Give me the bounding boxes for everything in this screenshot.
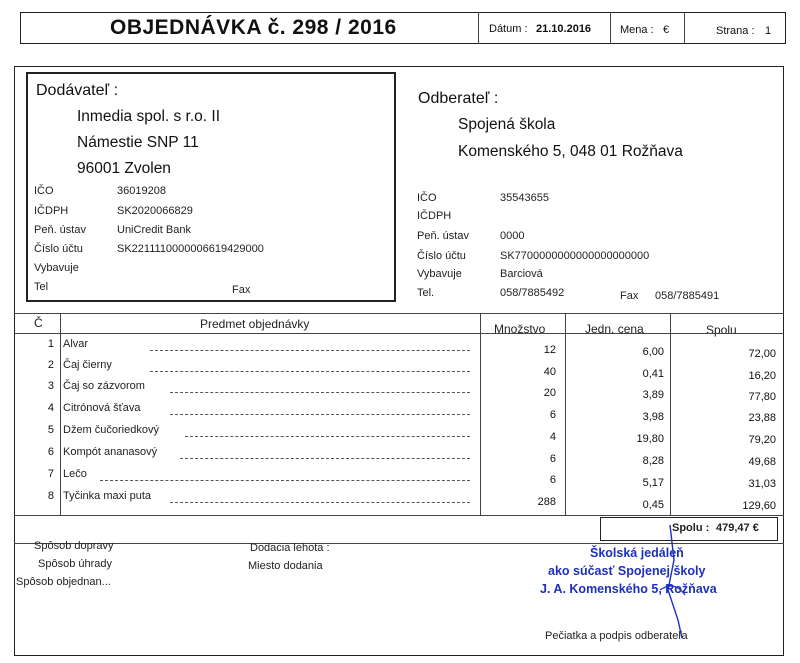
- customer-field-label: IČO: [417, 192, 437, 204]
- row-item: Džem čučoriedkový: [63, 424, 159, 436]
- row-leader: [185, 436, 470, 437]
- total-label: Spolu :: [672, 522, 710, 534]
- payment-method-label: Spôsob úhrady: [38, 558, 112, 570]
- header-divider: [684, 12, 685, 44]
- row-total: 77,80: [748, 391, 776, 403]
- row-price: 0,45: [642, 499, 664, 511]
- supplier-tel-label: Tel: [34, 281, 49, 293]
- customer-field-label: Vybavuje: [417, 268, 462, 280]
- supplier-field-value: SK2211110000006619429000: [117, 243, 264, 255]
- row-qty: 40: [543, 366, 556, 378]
- col-no-header: Č: [34, 316, 43, 330]
- transport-method-label: Spôsob dopravy: [34, 540, 114, 552]
- row-total: 49,68: [748, 456, 776, 468]
- table-col-divider: [670, 313, 671, 515]
- row-number: 4: [47, 402, 54, 414]
- total-value: 479,47 €: [716, 522, 759, 534]
- currency-label: Mena :: [620, 24, 654, 36]
- customer-fax-value: 058/7885491: [655, 290, 720, 302]
- row-price: 6,00: [642, 346, 664, 358]
- row-item: Kompót ananasový: [63, 446, 158, 458]
- supplier-fax-label: Fax: [232, 284, 251, 296]
- page-label: Strana :: [716, 25, 755, 37]
- supplier-name: Inmedia spol. s r.o. II: [77, 108, 221, 125]
- row-total: 16,20: [748, 370, 776, 382]
- row-leader: [150, 371, 470, 372]
- customer-field-value: SK7700000000000000000000: [500, 250, 650, 262]
- row-qty: 20: [543, 387, 556, 399]
- row-qty: 288: [537, 496, 556, 508]
- row-item: Alvar: [63, 338, 89, 350]
- signature-scribble: [640, 520, 700, 640]
- header-divider: [478, 12, 479, 44]
- document-title: OBJEDNÁVKA č. 298 / 2016: [110, 16, 397, 39]
- row-number: 2: [47, 359, 54, 371]
- customer-field-label: Číslo účtu: [417, 250, 466, 262]
- row-total: 129,60: [742, 500, 776, 512]
- table-header-rule: [14, 333, 784, 334]
- row-qty: 4: [549, 431, 556, 443]
- header-divider: [610, 12, 611, 44]
- supplier-box: [26, 72, 396, 302]
- row-qty: 12: [543, 344, 556, 356]
- table-col-divider: [565, 313, 566, 515]
- customer-field-value: Barciová: [500, 268, 543, 280]
- row-price: 0,41: [642, 368, 664, 380]
- row-total: 79,20: [748, 434, 776, 446]
- date-label: Dátum :: [489, 23, 528, 35]
- customer-name: Spojená škola: [458, 116, 556, 133]
- row-qty: 6: [549, 474, 556, 486]
- row-leader: [180, 458, 470, 459]
- customer-field-label: Peň. ústav: [417, 230, 469, 242]
- row-leader: [170, 392, 470, 393]
- row-total: 31,03: [748, 478, 776, 490]
- table-col-divider: [60, 313, 61, 515]
- supplier-field-value: UniCredit Bank: [117, 224, 191, 236]
- row-item: Citrónová šťava: [63, 402, 141, 414]
- customer-field-value: 0000: [500, 230, 525, 242]
- table-bottom-rule: [14, 515, 784, 516]
- row-price: 3,89: [642, 389, 664, 401]
- customer-address: Komenského 5, 048 01 Rožňava: [458, 143, 683, 160]
- date-value: 21.10.2016: [536, 23, 592, 35]
- table-col-divider: [480, 313, 481, 515]
- row-price: 3,98: [642, 411, 664, 423]
- supplier-field-label: Vybavuje: [34, 262, 79, 274]
- col-qty-header: Množstvo: [494, 322, 546, 336]
- row-item: Čaj čierny: [63, 359, 112, 371]
- row-leader: [170, 502, 470, 503]
- col-price-header: Jedn. cena: [585, 322, 644, 336]
- supplier-field-value: 36019208: [117, 185, 166, 197]
- row-item: Lečo: [63, 468, 87, 480]
- row-number: 5: [47, 424, 54, 436]
- supplier-city: 96001 Zvolen: [77, 160, 171, 177]
- row-number: 6: [47, 446, 54, 458]
- stamp-line: J. A. Komenského 5, Rožňava: [540, 582, 717, 596]
- row-item: Čaj so zázvorom: [63, 380, 145, 392]
- currency-value: €: [663, 24, 670, 36]
- page-value: 1: [765, 25, 772, 37]
- customer-heading: Odberateľ :: [418, 90, 499, 107]
- supplier-field-label: IČO: [34, 185, 54, 197]
- row-price: 8,28: [642, 455, 664, 467]
- supplier-field-label: Peň. ústav: [34, 224, 86, 236]
- supplier-heading: Dodávateľ :: [36, 82, 119, 99]
- row-leader: [150, 350, 470, 351]
- delivery-time-label: Dodacia lehota :: [250, 542, 330, 554]
- row-qty: 6: [549, 453, 556, 465]
- supplier-field-label: Číslo účtu: [34, 243, 83, 255]
- customer-tel-label: Tel.: [417, 287, 435, 299]
- col-item-header: Predmet objednávky: [200, 317, 310, 331]
- row-number: 1: [47, 338, 54, 350]
- row-price: 5,17: [642, 477, 664, 489]
- customer-tel-value: 058/7885492: [500, 287, 565, 299]
- row-price: 19,80: [636, 433, 664, 445]
- row-leader: [170, 414, 470, 415]
- order-method-label: Spôsob objednan...: [16, 576, 111, 588]
- row-total: 72,00: [748, 348, 776, 360]
- row-leader: [100, 480, 470, 481]
- signature-label: Pečiatka a podpis odberateľa: [545, 630, 688, 642]
- row-item: Tyčinka maxi puta: [63, 490, 152, 502]
- row-number: 3: [47, 380, 54, 392]
- customer-field-value: 35543655: [500, 192, 549, 204]
- stamp-line: Školská jedáleň: [590, 546, 684, 560]
- customer-fax-label: Fax: [620, 290, 639, 302]
- row-total: 23,88: [748, 412, 776, 424]
- supplier-street: Námestie SNP 11: [77, 134, 199, 151]
- table-top-rule: [14, 313, 784, 314]
- row-number: 7: [47, 468, 54, 480]
- col-total-header: Spolu: [706, 323, 737, 337]
- row-number: 8: [47, 490, 54, 502]
- row-qty: 6: [549, 409, 556, 421]
- customer-field-label: IČDPH: [417, 210, 452, 222]
- supplier-field-value: SK2020066829: [117, 205, 193, 217]
- stamp-line: ako súčasť Spojenej školy: [548, 564, 706, 578]
- supplier-field-label: IČDPH: [34, 205, 69, 217]
- delivery-place-label: Miesto dodania: [248, 560, 323, 572]
